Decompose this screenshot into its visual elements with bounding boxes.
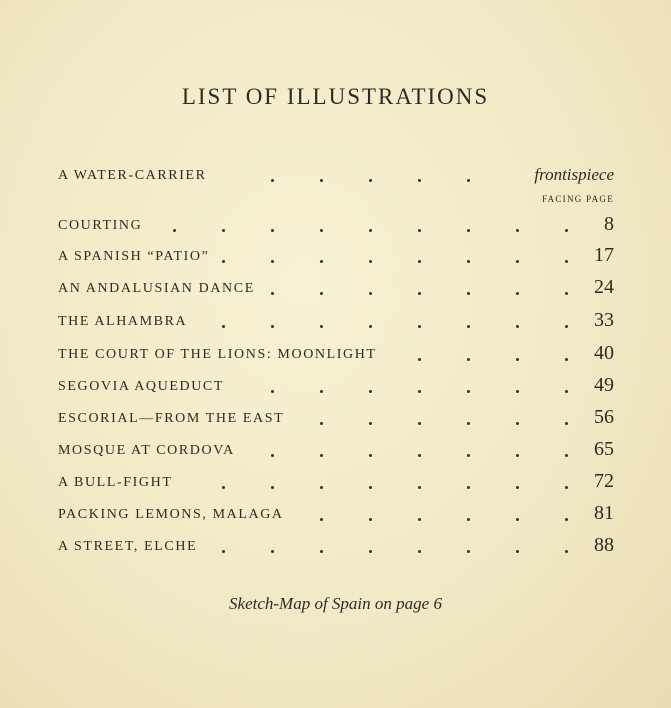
- leader-dot: [418, 292, 421, 295]
- leader-dot: [467, 422, 470, 425]
- list-item: [58, 160, 614, 184]
- leader-dot: [271, 486, 274, 489]
- leader-dot: [222, 260, 225, 263]
- list-item: [58, 467, 614, 491]
- leader-dot: [369, 325, 372, 328]
- leader-dot: [467, 550, 470, 553]
- map-note: Sketch-Map of Spain on page 6: [229, 594, 442, 613]
- list-item: [58, 273, 614, 297]
- entry-label: THE ALHAMBRA: [58, 314, 188, 329]
- leader-dot: [320, 292, 323, 295]
- leader-dot: [516, 390, 519, 393]
- leader-dot: [418, 179, 421, 182]
- entry-label: A WATER-CARRIER: [58, 168, 207, 183]
- leader-dot: [516, 486, 519, 489]
- leader-dot: [320, 390, 323, 393]
- leader-dot: [271, 390, 274, 393]
- entry-page-number: 49: [594, 374, 614, 396]
- leader-dot: [467, 358, 470, 361]
- leader-dot: [565, 260, 568, 263]
- leader-dot: [516, 260, 519, 263]
- leader-dot: [418, 550, 421, 553]
- leader-dot: [565, 486, 568, 489]
- leader-dot: [271, 179, 274, 182]
- leader-dot: [222, 325, 225, 328]
- list-item: [58, 435, 614, 459]
- leader-dot: [565, 229, 568, 232]
- leader-dot: [565, 454, 568, 457]
- leader-dot: [516, 358, 519, 361]
- leader-dot: [369, 518, 372, 521]
- list-item: [58, 241, 614, 265]
- leader-dot: [516, 550, 519, 553]
- entry-label: AN ANDALUSIAN DANCE: [58, 281, 255, 296]
- leader-dot: [320, 179, 323, 182]
- entry-label: SEGOVIA AQUEDUCT: [58, 379, 224, 394]
- leader-dot: [320, 454, 323, 457]
- entry-label: COURTING: [58, 218, 143, 233]
- entry-label: A SPANISH “PATIO”: [58, 249, 210, 264]
- leader-dot: [516, 325, 519, 328]
- leader-dot: [467, 260, 470, 263]
- leader-dot: [418, 358, 421, 361]
- leader-dot: [271, 229, 274, 232]
- leader-dot: [271, 454, 274, 457]
- leader-dot: [320, 550, 323, 553]
- leader-dot: [565, 292, 568, 295]
- entry-page-number: 24: [594, 276, 614, 298]
- entry-label: A BULL-FIGHT: [58, 475, 173, 490]
- list-item: [58, 210, 614, 234]
- leader-dot: [222, 486, 225, 489]
- leader-dot: [320, 486, 323, 489]
- leader-dot: [369, 292, 372, 295]
- leader-dot: [467, 454, 470, 457]
- leader-dot: [369, 179, 372, 182]
- leader-dot: [369, 550, 372, 553]
- leader-dot: [565, 518, 568, 521]
- leader-dot: [271, 325, 274, 328]
- entry-page-number: 56: [594, 406, 614, 428]
- leader-dot: [418, 229, 421, 232]
- leader-dot: [173, 229, 176, 232]
- leader-dot: [565, 550, 568, 553]
- list-item: [58, 499, 614, 523]
- page-title: LIST OF ILLUSTRATIONS: [181, 84, 490, 109]
- leader-dot: [516, 454, 519, 457]
- entry-page-number: 40: [594, 342, 614, 364]
- leader-dot: [320, 518, 323, 521]
- leader-dot: [467, 292, 470, 295]
- entry-label: ESCORIAL—FROM THE EAST: [58, 411, 285, 426]
- leader-dot: [516, 422, 519, 425]
- leader-dot: [418, 260, 421, 263]
- leader-dot: [418, 486, 421, 489]
- leader-dot: [516, 518, 519, 521]
- entry-page-number: 65: [594, 438, 614, 460]
- leader-dot: [565, 325, 568, 328]
- entry-label: THE COURT OF THE LIONS: MOONLIGHT: [58, 347, 377, 362]
- list-item: [58, 339, 614, 363]
- leader-dot: [467, 179, 470, 182]
- entry-page-number: 33: [594, 309, 614, 331]
- list-item: [58, 531, 614, 555]
- entry-label: A STREET, ELCHE: [58, 539, 198, 554]
- leader-dot: [369, 486, 372, 489]
- leader-dot: [565, 422, 568, 425]
- leader-dot: [467, 486, 470, 489]
- leader-dot: [320, 260, 323, 263]
- leader-dot: [369, 390, 372, 393]
- leader-dot: [418, 325, 421, 328]
- leader-dot: [222, 550, 225, 553]
- leader-dot: [320, 229, 323, 232]
- list-item: [58, 306, 614, 330]
- leader-dot: [418, 518, 421, 521]
- entry-page-number: 81: [594, 502, 614, 524]
- entry-page-number: 8: [604, 213, 614, 235]
- leader-dot: [369, 422, 372, 425]
- leader-dot: [418, 390, 421, 393]
- leader-dot: [467, 325, 470, 328]
- entry-label: MOSQUE AT CORDOVA: [58, 443, 235, 458]
- leader-dot: [467, 518, 470, 521]
- leader-dot: [271, 550, 274, 553]
- leader-dot: [565, 358, 568, 361]
- leader-dot: [418, 454, 421, 457]
- leader-dot: [369, 229, 372, 232]
- entry-page-number: 17: [594, 244, 614, 266]
- leader-dot: [320, 422, 323, 425]
- entry-page-number: frontispiece: [534, 165, 614, 184]
- leader-dot: [271, 260, 274, 263]
- entry-label: PACKING LEMONS, MALAGA: [58, 507, 284, 522]
- facing-page-label: FACING PAGE: [541, 194, 614, 204]
- leader-dot: [222, 229, 225, 232]
- leader-dot: [516, 229, 519, 232]
- leader-dot: [418, 422, 421, 425]
- leader-dot: [369, 454, 372, 457]
- leader-dot: [516, 292, 519, 295]
- list-item: [58, 371, 614, 395]
- entry-page-number: 88: [594, 534, 614, 556]
- leader-dot: [467, 229, 470, 232]
- leader-dot: [320, 325, 323, 328]
- leader-dot: [467, 390, 470, 393]
- entry-page-number: 72: [594, 470, 614, 492]
- list-item: [58, 403, 614, 427]
- leader-dot: [271, 292, 274, 295]
- leader-dot: [369, 260, 372, 263]
- leader-dot: [565, 390, 568, 393]
